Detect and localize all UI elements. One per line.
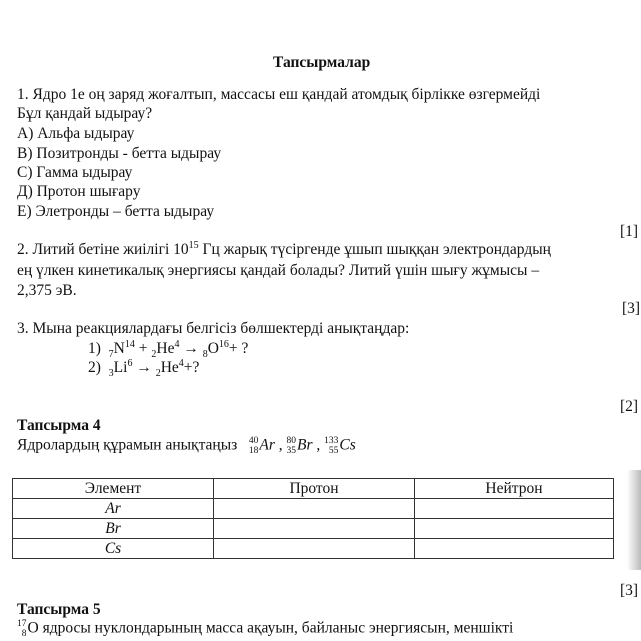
- nuclide-o: 17 8: [17, 619, 27, 639]
- cell-neutron: [415, 519, 614, 539]
- cell-element: Ar: [13, 499, 214, 519]
- q1-line1: 1. Ядро 1е оң заряд жоғалтып, массасы еш қандай атомдық бірлікке өзгермейді: [17, 86, 541, 103]
- q2-line1: 2. Литий бетіне жиілігі $10^{15}$ Гц жарық түсіргенде ұшып шыққан электрондардың: [17, 239, 551, 258]
- cell-neutron: [415, 539, 614, 559]
- q1-option-b: В) Позитронды - бетта ыдырау: [17, 145, 222, 162]
- q2-mark: [3]: [622, 300, 641, 317]
- q3-reaction-1: 1) $_7N^{14} + _2He^4 \to _8O^{16}+$ ?: [88, 338, 249, 361]
- page-title: Тапсырмалар: [273, 54, 371, 71]
- q1-option-c: С) Гамма ыдырау: [17, 164, 133, 181]
- table-row: [13, 539, 614, 559]
- q3-reaction-2: 2) $_3Li^6 \to _2He^4+$?: [88, 357, 200, 380]
- header-element: Элемент: [13, 479, 214, 499]
- q1-mark: [1]: [620, 223, 639, 240]
- page-edge-shadow: [627, 470, 641, 570]
- task4-mark: [3]: [620, 582, 639, 599]
- cell-proton: [214, 519, 415, 539]
- nuclide-cs: 133 55: [324, 436, 339, 456]
- table-header-row: [13, 479, 614, 499]
- table-row: [13, 519, 614, 539]
- task4-heading: Тапсырма 4: [17, 417, 101, 434]
- q3-line1: 3. Мына реакциялардағы белгісіз бөлшектерді анықтаңдар:: [17, 320, 410, 337]
- cell-element: Cs: [13, 539, 214, 559]
- q1-option-a: А) Альфа ыдырау: [17, 125, 135, 142]
- q1-line2: Бұл қандай ыдырау?: [17, 105, 153, 122]
- cell-proton: [214, 499, 415, 519]
- q2-line3: 2,375 эВ.: [17, 282, 77, 299]
- task5-heading: Тапсырма 5: [17, 601, 101, 618]
- q1-option-e: Е) Элетронды – бетта ыдырау: [17, 203, 215, 220]
- cell-neutron: [415, 499, 614, 519]
- cell-proton: [214, 539, 415, 559]
- q2-line2: ең үлкен кинетикалық энергиясы қандай болады? Литий үшін шығу жұмысы –: [17, 262, 540, 279]
- q3-mark: [2]: [620, 398, 639, 415]
- table-row: [13, 499, 614, 519]
- task5-text: 17 8 O ядросы нуклондарының масса ақауын, байланыс энергиясын, меншікті: [17, 619, 514, 639]
- header-proton: Протон: [214, 479, 415, 499]
- header-neutron: Нейтрон: [415, 479, 614, 499]
- q1-option-d: Д) Протон шығару: [17, 183, 141, 200]
- nuclide-br: 80 35: [286, 436, 296, 456]
- composition-table: [12, 478, 614, 559]
- nuclide-ar: 40 18: [248, 436, 259, 456]
- task4-text: Ядролардың құрамын анықтаңыз 40 18 Ar , 80 35 Br , 133 55 Cs: [17, 436, 356, 456]
- cell-element: Br: [13, 519, 214, 539]
